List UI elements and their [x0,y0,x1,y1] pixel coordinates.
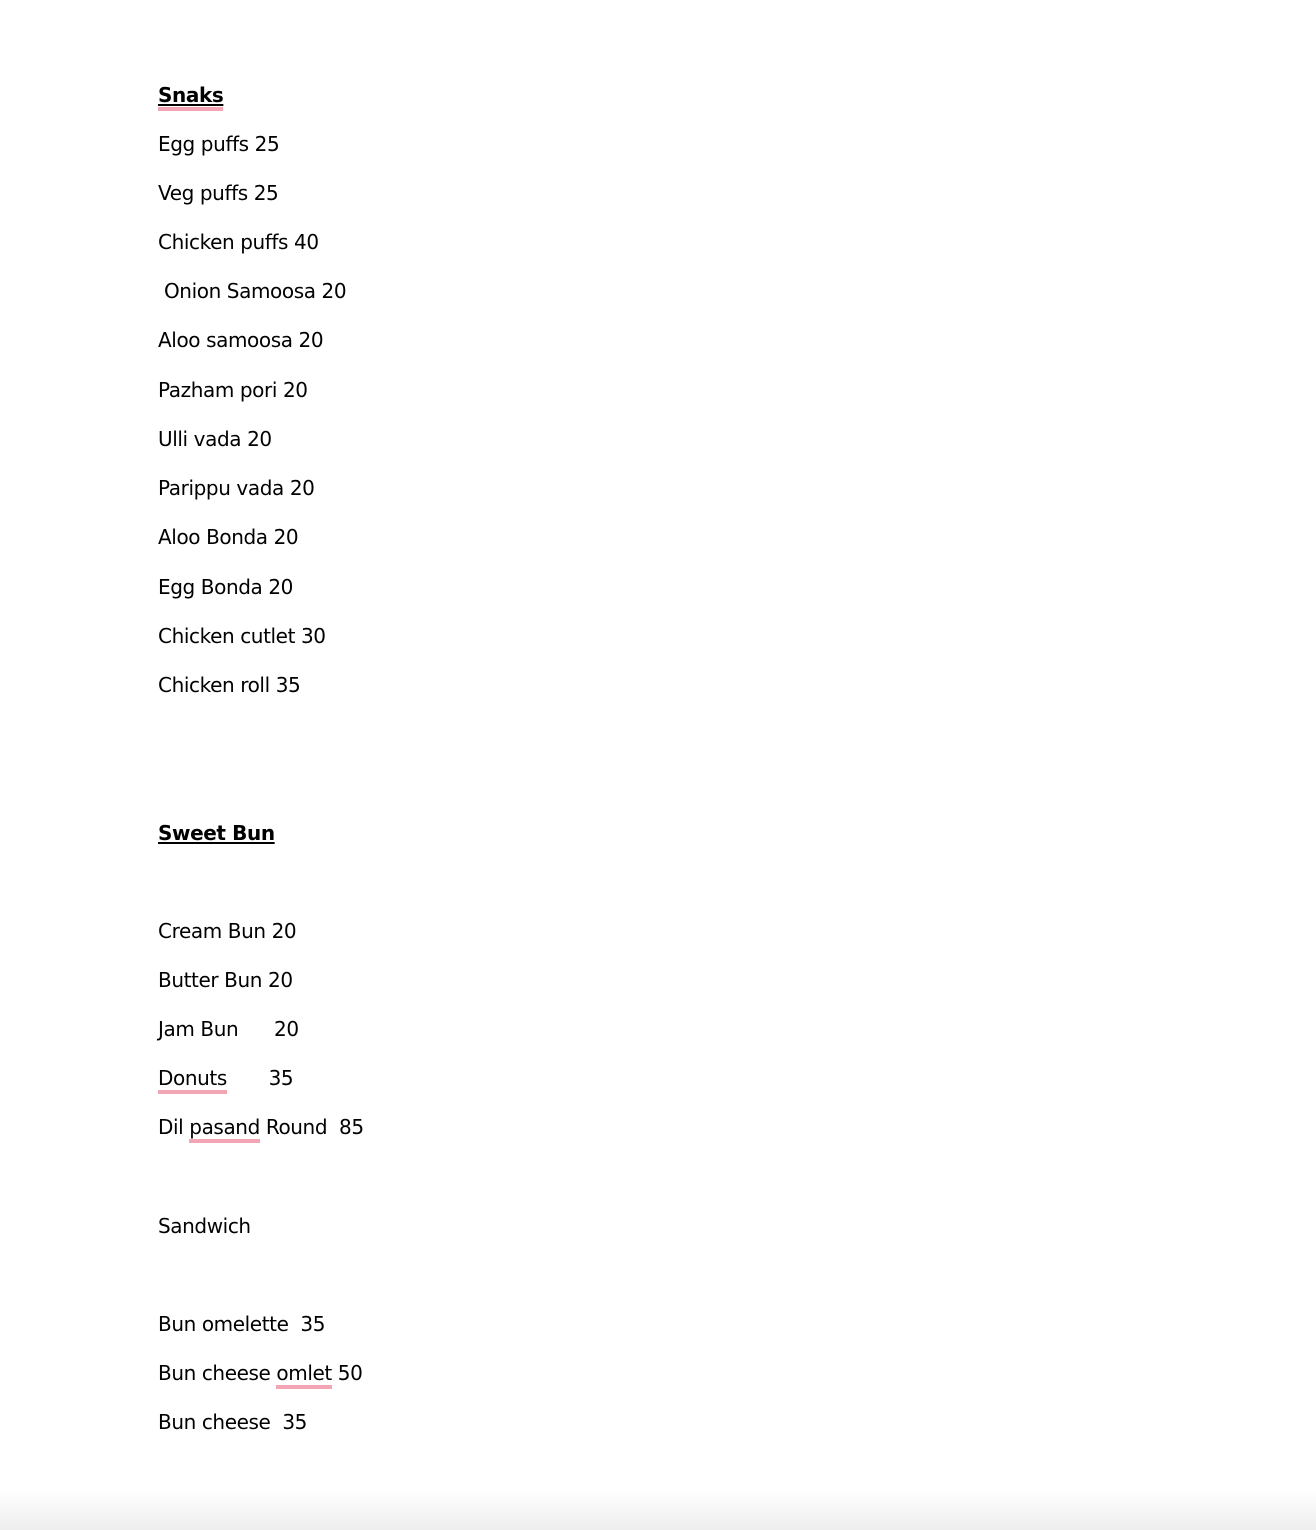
menu-item: Cream Bun 20 [158,919,297,943]
menu-item: Chicken roll 35 [158,673,301,697]
item-gap [238,1017,274,1041]
menu-item: Aloo Bonda 20 [158,525,299,549]
menu-item: Onion Samoosa 20 [158,279,347,303]
menu-item: Pazham pori 20 [158,378,308,402]
spellcheck-flagged-word: pasand [189,1115,260,1143]
menu-item: Ulli vada 20 [158,427,272,451]
item-price: 20 [274,1017,299,1041]
section-heading-sweet-bun: Sweet Bun [158,821,275,845]
item-text-post: 50 [331,1361,363,1385]
menu-item: Bun omelette 35 [158,1312,326,1336]
menu-item: Egg puffs 25 [158,132,280,156]
spellcheck-flagged-word: Snaks [158,83,223,111]
menu-item: Parippu vada 20 [158,476,315,500]
menu-item [158,1066,293,1090]
menu-item: Chicken cutlet 30 [158,624,326,648]
section-heading-snacks [158,83,223,107]
menu-item [158,1017,299,1041]
menu-item: Aloo samoosa 20 [158,328,324,352]
menu-item: Bun cheese 35 [158,1410,307,1434]
menu-item: Egg Bonda 20 [158,575,293,599]
menu-item: Butter Bun 20 [158,968,293,992]
item-gap [227,1066,269,1090]
item-price: 35 [268,1066,294,1090]
section-heading-sandwich: Sandwich [158,1214,251,1238]
item-text-post: Round 85 [259,1115,364,1139]
spellcheck-flagged-word: omlet [276,1361,331,1389]
item-name: Jam Bun [158,1017,239,1041]
menu-item: Veg puffs 25 [158,181,279,205]
spellcheck-flagged-word: Donuts [158,1066,227,1094]
menu-item: Chicken puffs 40 [158,230,319,254]
menu-item [158,1115,364,1139]
item-text-pre: Dil [158,1115,190,1139]
page-bottom-shadow [0,1490,1316,1530]
menu-item [158,1361,362,1385]
item-text-pre: Bun cheese [158,1361,277,1385]
